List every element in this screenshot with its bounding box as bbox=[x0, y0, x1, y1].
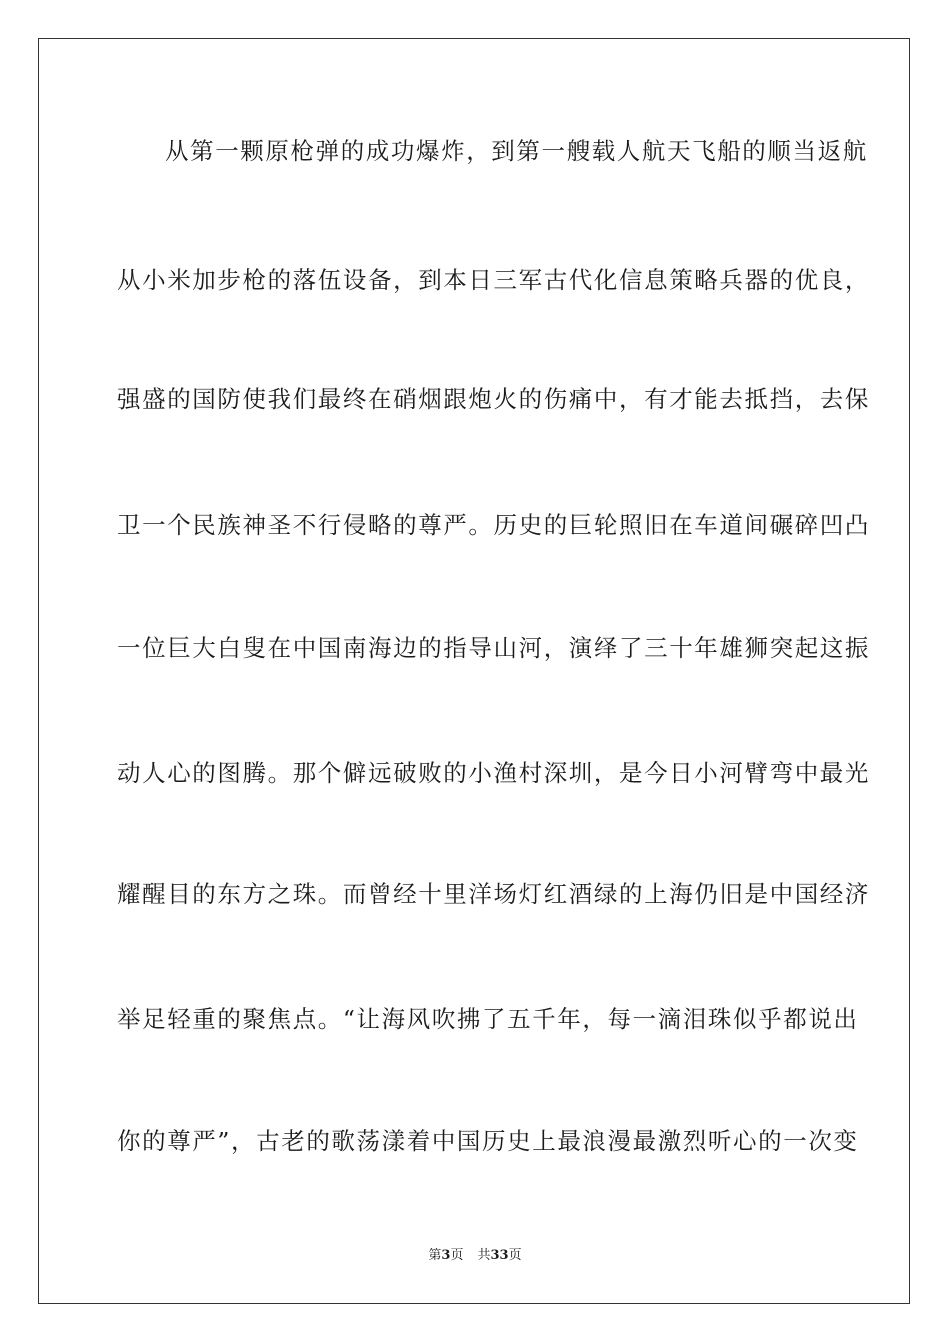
text-line-1: 从第一颗原枪弹的成功爆炸，到第一艘载人航天飞船的顺当返航 bbox=[165, 137, 868, 165]
text-line-6: 动人心的图腾。那个僻远破败的小渔村深圳，是今日小河臂弯中最光 bbox=[117, 759, 870, 787]
footer-page-suffix: 页 bbox=[450, 1248, 464, 1263]
footer-page-number: 3 bbox=[441, 1248, 451, 1263]
footer-page-prefix: 第 bbox=[428, 1248, 442, 1263]
text-line-4: 卫一个民族神圣不行侵略的尊严。历史的巨轮照旧在车道间碾碎凹凸 bbox=[117, 511, 870, 539]
text-line-8: 举足轻重的聚焦点。“让海风吹拂了五千年，每一滴泪珠似乎都说出 bbox=[117, 1005, 859, 1033]
text-line-2: 从小米加步枪的落伍设备，到本日三军古代化信息策略兵器的优良， bbox=[117, 266, 870, 294]
footer-total-pages: 33 bbox=[490, 1248, 509, 1263]
text-line-5: 一位巨大白叟在中国南海边的指导山河，演绎了三十年雄狮突起这振 bbox=[117, 634, 870, 662]
text-line-7: 耀醒目的东方之珠。而曾经十里洋场灯红酒绿的上海仍旧是中国经济 bbox=[117, 880, 870, 908]
page-footer bbox=[0, 1244, 950, 1263]
footer-total-prefix: 共 bbox=[477, 1248, 491, 1263]
page-border bbox=[38, 38, 910, 1304]
text-line-9: 你的尊严”，古老的歌荡漾着中国历史上最浪漫最激烈听心的一次变 bbox=[117, 1127, 859, 1155]
text-line-3: 强盛的国防使我们最终在硝烟跟炮火的伤痛中，有才能去抵挡，去保 bbox=[117, 385, 870, 413]
footer-total-suffix: 页 bbox=[508, 1248, 522, 1263]
